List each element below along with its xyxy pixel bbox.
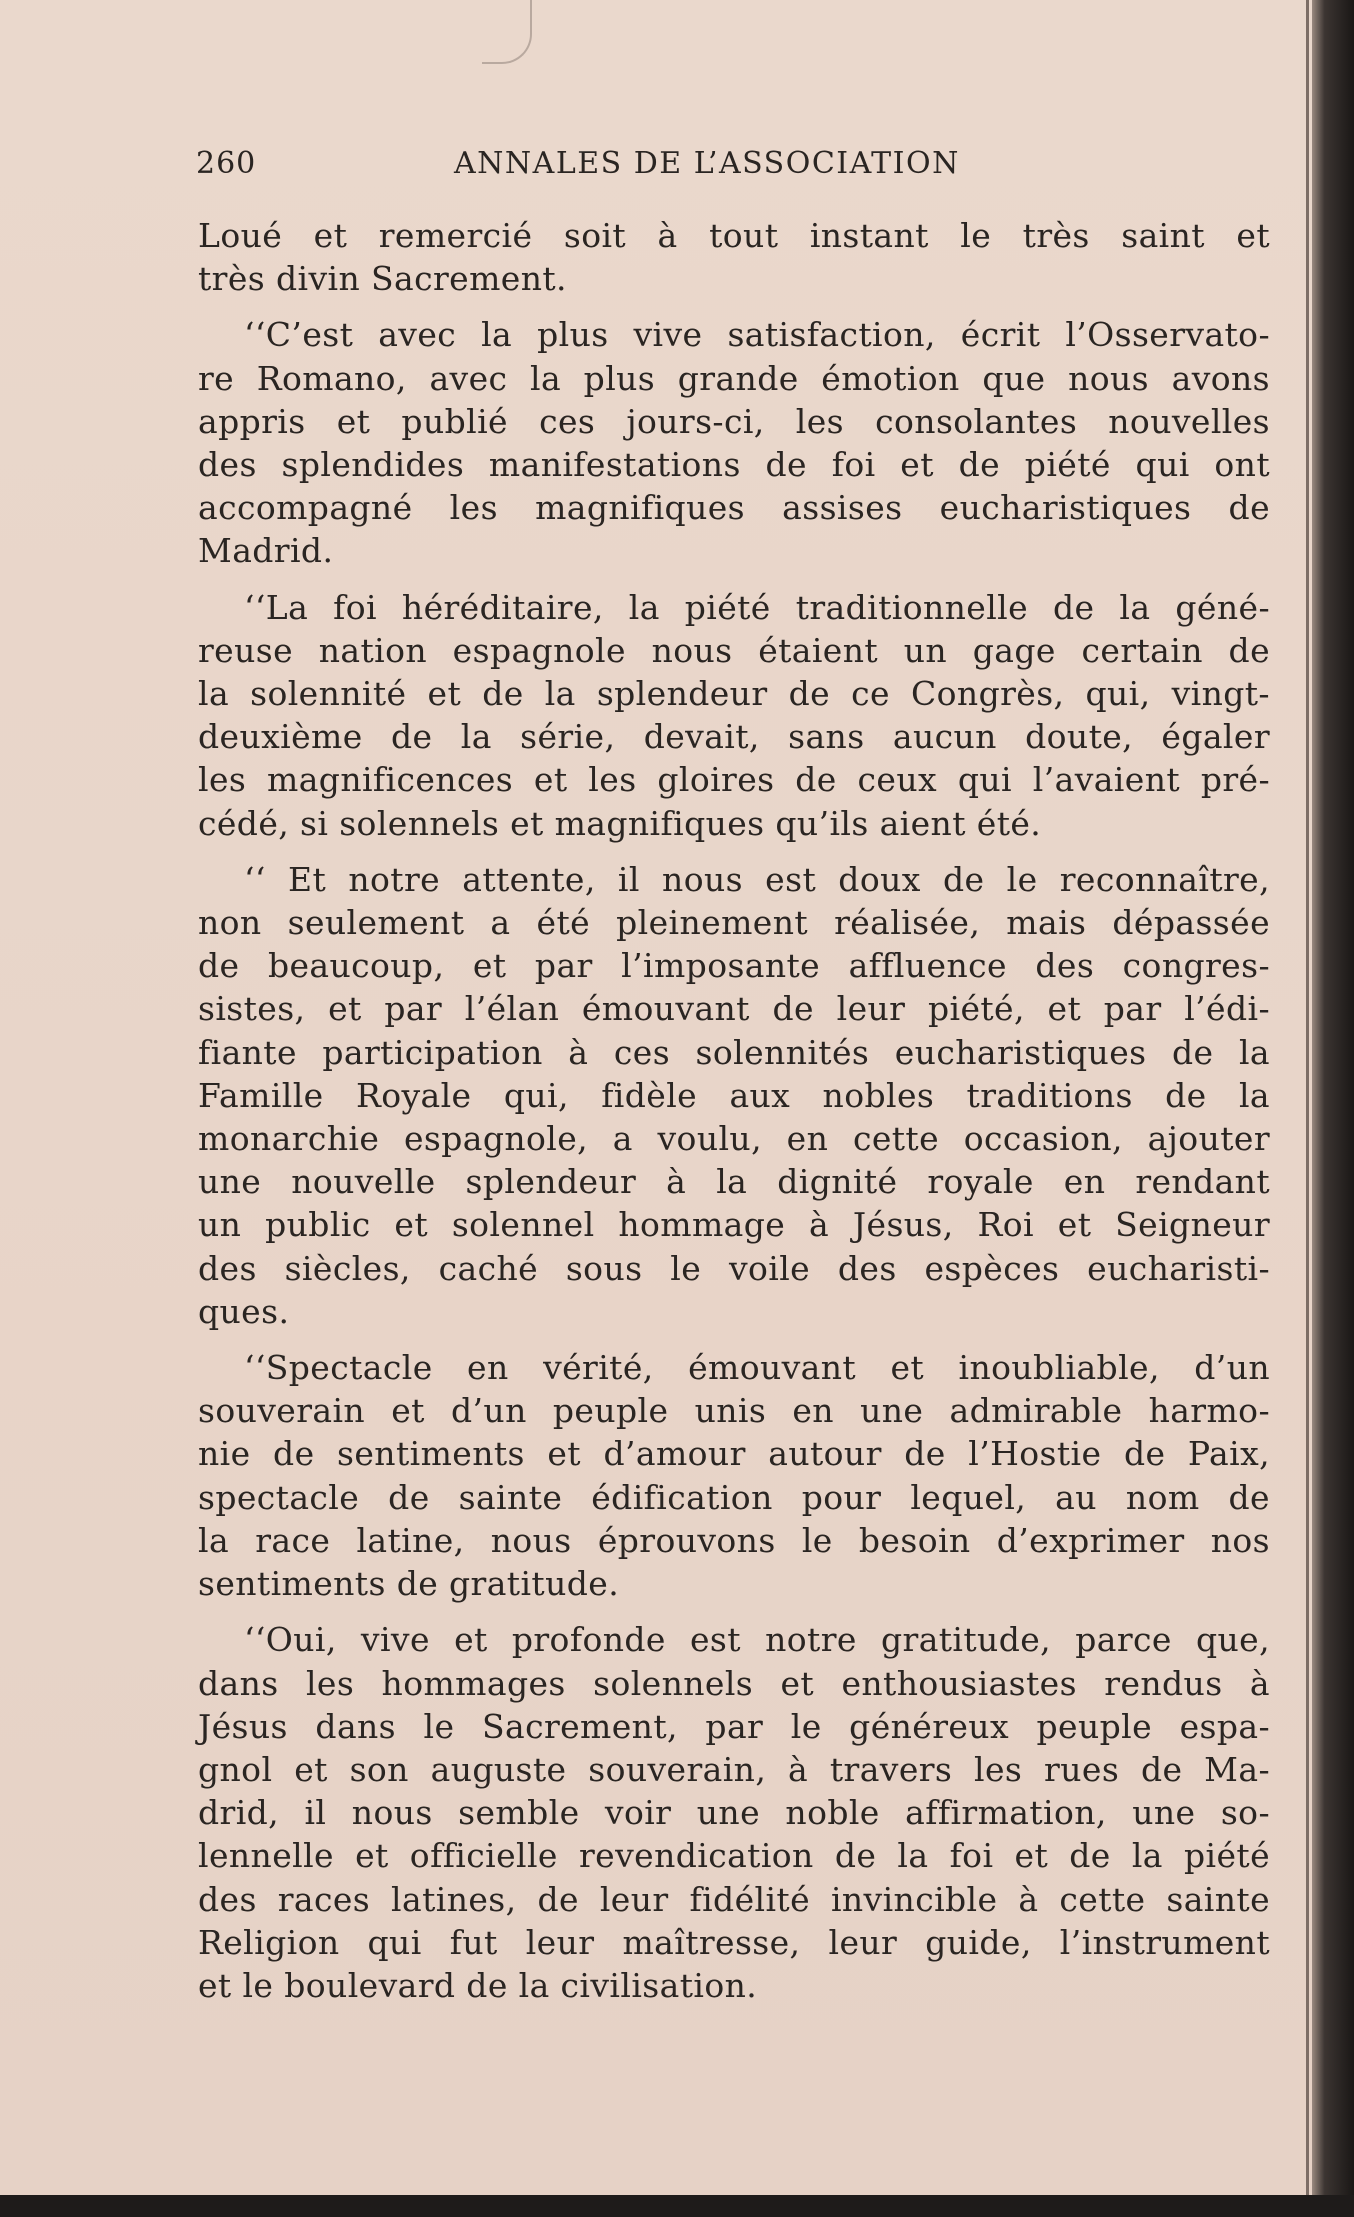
- text-line: très divin Sacrement.: [198, 259, 567, 299]
- text-line: ‘‘ Et notre attente, il nous est doux de le reconnaître,: [244, 859, 1270, 899]
- text-line: gnol et son auguste souverain, à travers les rues de Ma-: [198, 1749, 1270, 1789]
- text-line: nie de sentiments et d’amour autour de l’Hostie de Paix,: [198, 1434, 1270, 1474]
- text-line: les magnificences et les gloires de ceux qui l’avaient pré-: [198, 760, 1270, 800]
- text-line: des siècles, caché sous le voile des espèces eucharisti-: [198, 1248, 1270, 1288]
- paragraph: [198, 1346, 1270, 1605]
- text-line: spectacle de sainte édification pour lequel, au nom de: [198, 1477, 1270, 1517]
- text-line: accompagné les magnifiques assises eucharistiques de: [198, 488, 1270, 528]
- text-line: ‘‘Spectacle en vérité, émouvant et inoubliable, d’un: [244, 1348, 1270, 1388]
- text-line: deuxième de la série, devait, sans aucun doute, égaler: [198, 717, 1270, 757]
- page-edge-line: [1306, 0, 1309, 2217]
- text-line: un public et solennel hommage à Jésus, Roi et Seigneur: [198, 1205, 1270, 1245]
- text-line: dans les hommages solennels et enthousiastes rendus à: [198, 1663, 1270, 1703]
- text-line: une nouvelle splendeur à la dignité royale en rendant: [198, 1162, 1270, 1202]
- text-line: Madrid.: [198, 531, 334, 571]
- text-line: ‘‘C’est avec la plus vive satisfaction, écrit l’Osservato-: [244, 315, 1270, 355]
- text-line: reuse nation espagnole nous étaient un gage certain de: [198, 630, 1270, 670]
- text-line: des races latines, de leur fidélité invincible à cette sainte: [198, 1879, 1270, 1919]
- paragraph: [198, 214, 1270, 300]
- text-line: la solennité et de la splendeur de ce Congrès, qui, vingt-: [198, 674, 1270, 714]
- text-line: ‘‘La foi héréditaire, la piété traditionnelle de la géné-: [244, 587, 1270, 627]
- text-line: sentiments de gratitude.: [198, 1564, 620, 1604]
- text-line: non seulement a été pleinement réalisée, mais dépassée: [198, 903, 1270, 943]
- text-line: Religion qui fut leur maîtresse, leur guide, l’instrument: [198, 1922, 1270, 1962]
- text-line: drid, il nous semble voir une noble affirmation, une so-: [198, 1793, 1270, 1833]
- paragraph: [198, 313, 1270, 572]
- text-line: ‘‘Oui, vive et profonde est notre gratitude, parce que,: [244, 1620, 1270, 1660]
- text-line: appris et publié ces jours-ci, les consolantes nouvelles: [198, 401, 1270, 441]
- body-text: [198, 214, 1270, 2007]
- text-line: cédé, si solennels et magnifiques qu’ils aient été.: [198, 803, 1042, 843]
- text-line: monarchie espagnole, a voulu, en cette occasion, ajouter: [198, 1119, 1270, 1159]
- text-line: de beaucoup, et par l’imposante affluence des congres-: [198, 946, 1270, 986]
- paragraph: [198, 858, 1270, 1333]
- page-edge-shadow: [1312, 0, 1354, 2217]
- paragraph: [198, 586, 1270, 845]
- text-line: la race latine, nous éprouvons le besoin d’exprimer nos: [198, 1520, 1270, 1560]
- text-line: lennelle et officielle revendication de la foi et de la piété: [198, 1836, 1270, 1876]
- text-line: souverain et d’un peuple unis en une admirable harmo-: [198, 1391, 1270, 1431]
- text-line: et le boulevard de la civilisation.: [198, 1965, 758, 2005]
- text-line: Jésus dans le Sacrement, par le généreux peuple espa-: [198, 1706, 1270, 1746]
- text-line: Loué et remercié soit à tout instant le très saint et: [198, 216, 1270, 255]
- text-line: ques.: [198, 1291, 290, 1331]
- text-line: Famille Royale qui, fidèle aux nobles traditions de la: [198, 1075, 1270, 1115]
- text-line: sistes, et par l’élan émouvant de leur piété, et par l’édi-: [198, 989, 1270, 1029]
- page-header: [196, 146, 1264, 190]
- text-line: fiante participation à ces solennités eucharistiques de la: [198, 1032, 1270, 1072]
- text-line: des splendides manifestations de foi et de piété qui ont: [198, 445, 1270, 485]
- scan-bottom-border: [0, 2195, 1354, 2217]
- paragraph: [198, 1618, 1270, 2007]
- page-number: 260: [196, 146, 257, 181]
- page-mark: [482, 0, 532, 64]
- running-head: ANNALES DE L’ASSOCIATION: [454, 146, 960, 181]
- text-line: re Romano, avec la plus grande émotion que nous avons: [198, 358, 1270, 398]
